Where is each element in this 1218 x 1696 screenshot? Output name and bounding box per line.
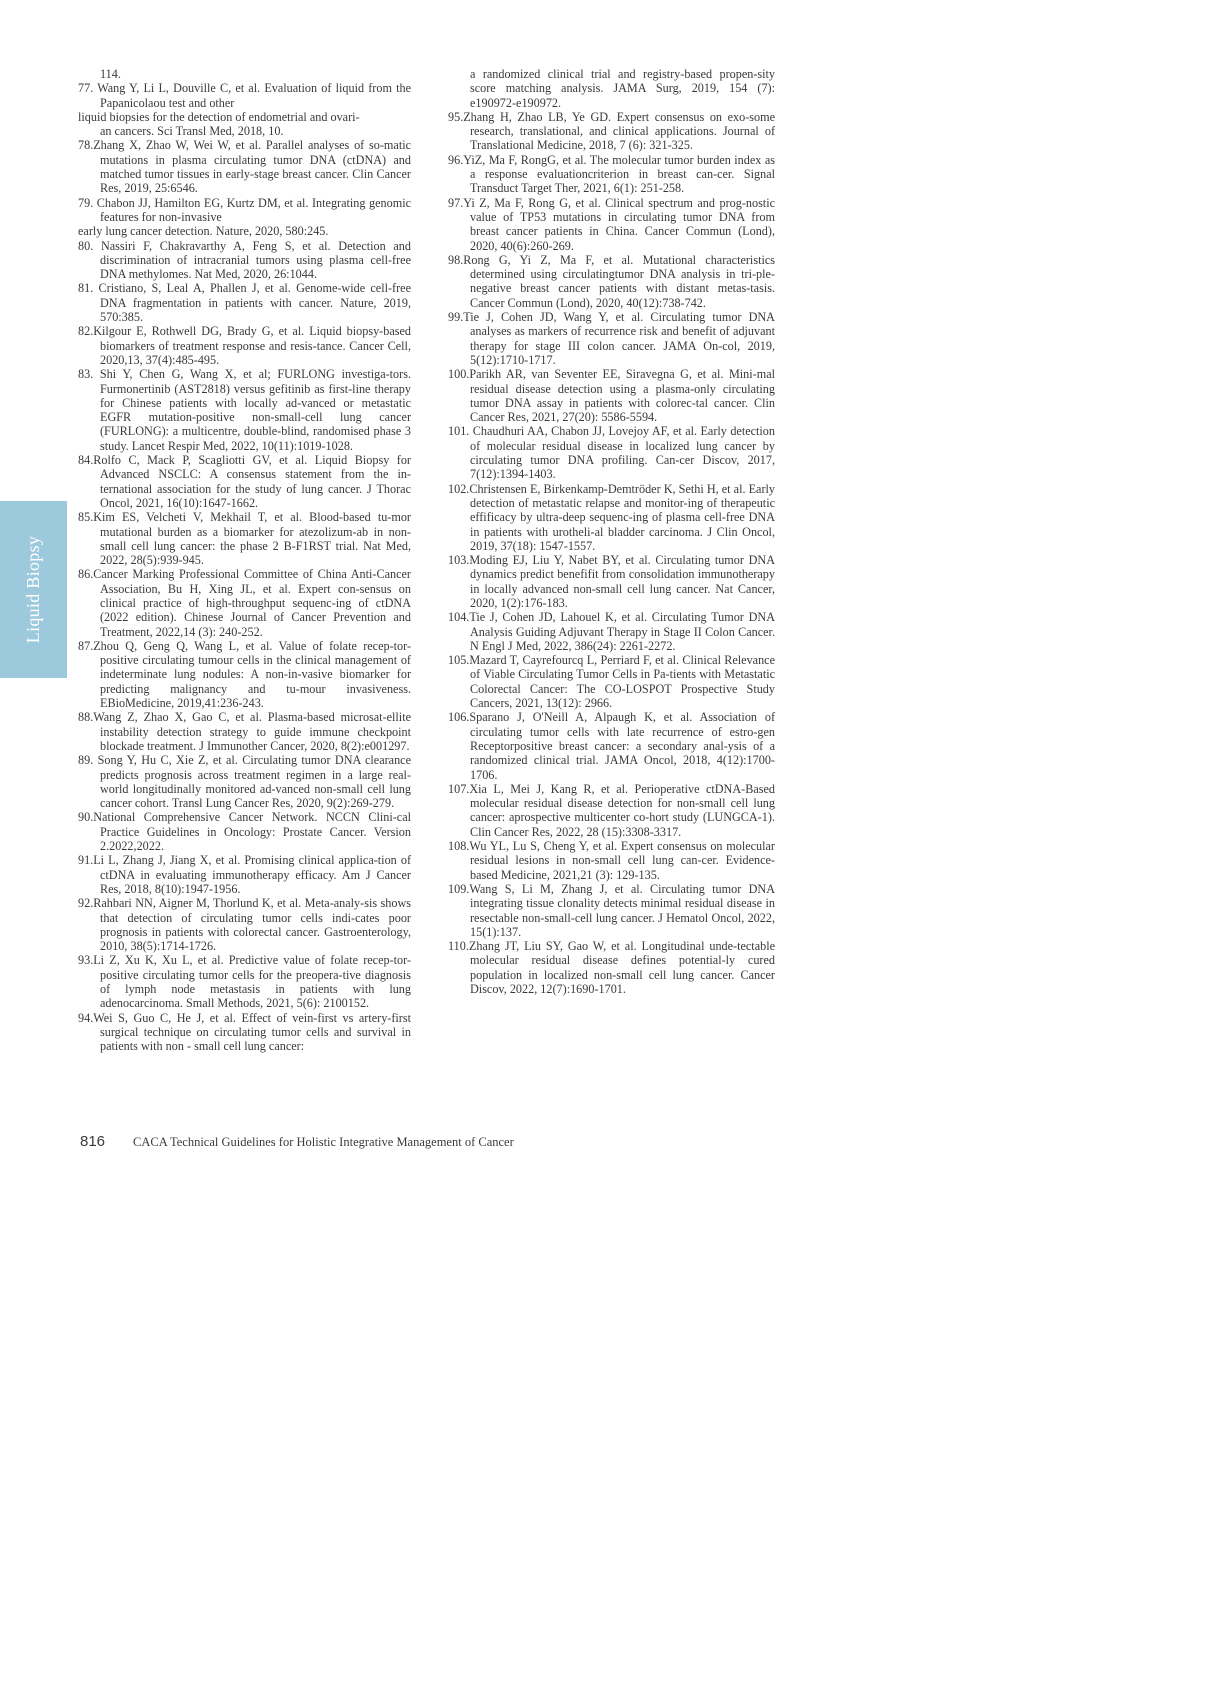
references-right-column [448,67,775,996]
reference-entry: 80. Nassiri F, Chakravarthy A, Feng S, et al. Detection and discrimination of intracranial tumors using plasma cell-free DNA methylomes. Nat Med, 2020, 26:1044. [78,238,411,282]
reference-entry: 108.Wu YL, Lu S, Cheng Y, et al. Expert consensus on molecular residual lesions in non-small cell lung can-cer. Evidence-based Medicine, 2021,21 (3): 129-135. [448,839,775,882]
reference-entry: 85.Kim ES, Velcheti V, Mekhail T, et al. Blood-based tu-mor mutational burden as a biomarker for atezolizum-ab in non-small cell lung cancer: the phase 2 B-F1RST trial. Nat Med, 2022, 28(5):939-945. [78,510,411,568]
section-side-tab-label: Liquid Biopsy [23,535,44,644]
reference-entry: 79. Chabon JJ, Hamilton EG, Kurtz DM, et al. Integrating genomic features for non-invasive [78,195,411,224]
reference-entry: 78.Zhang X, Zhao W, Wei W, et al. Parallel analyses of so-matic mutations in plasma circulating tumor DNA (ctDNA) and matched tumor tissues in early-stage breast cancer. Clin Cancer Res, 2019, 25:6546. [78,138,411,196]
reference-entry: 106.Sparano J, O'Neill A, Alpaugh K, et al. Association of circulating tumor cells with late recurrence of estro-gen Receptorpositive breast cancer: a secondary anal-ysis of a randomized clinical trial. JAMA Oncol, 2018, 4(12):1700-1706. [448,710,775,782]
reference-entry: 81. Cristiano, S, Leal A, Phallen J, et al. Genome-wide cell-free DNA fragmentation in patients with cancer. Nature, 2019, 570:385. [78,281,411,325]
reference-entry: 82.Kilgour E, Rothwell DG, Brady G, et al. Liquid biopsy-based biomarkers of treatment response and resis-tance. Cancer Cell, 2020,13, 37(4):485-495. [78,324,411,367]
reference-entry: 109.Wang S, Li M, Zhang J, et al. Circulating tumor DNA integrating tissue clonality detects minimal residual disease in resectable non-small-cell lung cancer. J Hematol Oncol, 2022, 15(1):137. [448,881,775,939]
reference-entry: 104.Tie J, Cohen JD, Lahouel K, et al. Circulating Tumor DNA Analysis Guiding Adjuvant Therapy in Stage II Colon Cancer. N Engl J Med, 2022, 386(24): 2261-2272. [448,610,775,653]
reference-entry: 110.Zhang JT, Liu SY, Gao W, et al. Longitudinal unde-tectable molecular residual disease defines potential-ly cured population in localized non-small cell lung cancer. Cancer Discov, 2022, 12(7):1690-1701. [448,939,775,996]
reference-entry: 83. Shi Y, Chen G, Wang X, et al; FURLONG investiga-tors. Furmonertinib (AST2818) versus gefitinib as first-line therapy for Chinese patients with locally ad-vanced or metastatic EGFR mutation-positive non-small-cell lung cancer (FURLONG): a multicentre, double-blind, randomised phase 3 study. Lancet Respir Med, 2022, 10(11):1019-1028. [78,367,411,453]
reference-entry: 103.Moding EJ, Liu Y, Nabet BY, et al. Circulating tumor DNA dynamics predict benefifit from consolidation immunotherapy in locally advanced non-small cell lung cancer. Nat Cancer, 2020, 1(2):176-183. [448,553,775,610]
reference-entry: liquid biopsies for the detection of endometrial and ovari- [78,109,360,124]
journal-title: CACA Technical Guidelines for Holistic Integrative Management of Cancer [133,1135,514,1149]
page-number: 816 [80,1133,106,1150]
reference-entry: 102.Christensen E, Birkenkamp-Demtröder K, Sethi H, et al. Early detection of metastatic relapse and monitor-ing of therapeutic effificacy by ultra-deep sequenc-ing of plasma cell-free DNA in patients with urotheli-al bladder carcinoma. J Clin Oncol, 2019, 37(18): 1547-1557. [448,481,775,553]
reference-entry: 77. Wang Y, Li L, Douville C, et al. Evaluation of liquid from the Papanicolaou test and other [78,81,411,110]
reference-entry: early lung cancer detection. Nature, 2020, 580:245. [78,224,329,239]
reference-entry: 96.YiZ, Ma F, RongG, et al. The molecular tumor burden index as a response evaluationcriterion in breast can-cer. Signal Transduct Target Ther, 2021, 6(1): 251-258. [448,152,775,196]
reference-entry: 95.Zhang H, Zhao LB, Ye GD. Expert consensus on exo-some research, translational, and clinical applications. Journal of Translational Medicine, 2018, 7 (6): 321-325. [448,109,775,153]
reference-entry: 98.Rong G, Yi Z, Ma F, et al. Mutational characteristics determined using circulatingtumor DNA analysis in tri-ple-negative breast cancer patients with distant metas-tasis. Cancer Commun (Lond), 2020, 40(12):738-742. [448,252,775,310]
reference-entry: 101. Chaudhuri AA, Chabon JJ, Lovejoy AF, et al. Early detection of molecular residual disease in localized lung cancer by circulating tumor DNA profiling. Can-cer Discov, 2017, 7(12):1394-1403. [448,424,775,482]
reference-entry: 91.Li L, Zhang J, Jiang X, et al. Promising clinical applica-tion of ctDNA in evaluating immunotherapy efficacy. Am J Cancer Res, 2018, 8(10):1947-1956. [78,853,411,896]
reference-entry: 93.Li Z, Xu K, Xu L, et al. Predictive value of folate recep-tor-positive circulating tumor cells for the preopera-tive diagnosis of lymph node metastasis in patients with lung adenocarcinoma. Small Methods, 2021, 5(6): 2100152. [78,953,411,1011]
reference-entry: 84.Rolfo C, Mack P, Scagliotti GV, et al. Liquid Biopsy for Advanced NSCLC: A consensus statement from the in-ternational association for the study of lung cancer. J Thorac Oncol, 2021, 16(10):1647-1662. [78,453,411,510]
reference-entry: 105.Mazard T, Cayrefourcq L, Perriard F, et al. Clinical Relevance of Viable Circulating Tumor Cells in Pa-tients with Metastatic Colorectal Cancer: The CO-LOSPOT Prospective Study Cancers, 2021, 13(12): 2966. [448,653,775,711]
reference-entry: 99.Tie J, Cohen JD, Wang Y, et al. Circulating tumor DNA analyses as markers of recurrence risk and benefit of adjuvant therapy for stage III colon cancer. JAMA On-col, 2019, 5(12):1710-1717. [448,310,775,367]
reference-entry: 100.Parikh AR, van Seventer EE, Siravegna G, et al. Mini-mal residual disease detection using a plasma-only circulating tumor DNA assay in patients with colorec-tal cancer. Clin Cancer Res, 2021, 27(20): 5586-5594. [448,367,775,425]
reference-entry: 94.Wei S, Guo C, He J, et al. Effect of vein-first vs artery-first surgical technique on circulating tumor cells and survival in patients with non - small cell lung cancer: [78,1010,411,1054]
page-footer [80,1133,514,1150]
reference-entry: 87.Zhou Q, Geng Q, Wang L, et al. Value of folate recep-tor-positive circulating tumour cells in the clinical management of indeterminate lung nodules: A non-in-vasive biomarker for predicting malignancy and tu-mour invasiveness. EBioMedicine, 2019,41:236-243. [78,638,411,711]
section-side-tab [0,501,67,678]
reference-entry: a randomized clinical trial and registry-based propen-sity score matching analysis. JAMA Surg, 2019, 154 (7): e190972-e190972. [470,67,775,110]
reference-entry: 89. Song Y, Hu C, Xie Z, et al. Circulating tumor DNA clearance predicts prognosis across treatment regimen in a large real-world longitudinally monitored ad-vanced non-small cell lung cancer cohort. Transl Lung Cancer Res, 2020, 9(2):269-279. [78,753,411,811]
reference-entry: 90.National Comprehensive Cancer Network. NCCN Clini-cal Practice Guidelines in Oncology: Prostate Cancer. Version 2.2022,2022. [78,810,411,854]
reference-entry: 88.Wang Z, Zhao X, Gao C, et al. Plasma-based microsat-ellite instability detection strategy to guide immune checkpoint blockade treatment. J Immunother Cancer, 2020, 8(2):e001297. [78,710,411,753]
reference-entry: 107.Xia L, Mei J, Kang R, et al. Perioperative ctDNA-Based molecular residual disease detection for non-small cell lung cancer: aprospective multicenter co-hort study (LUNGCA-1). Clin Cancer Res, 2022, 28 (15):3308-3317. [448,781,775,839]
references-left-column [78,67,411,1053]
reference-entry: an cancers. Sci Transl Med, 2018, 10. [100,124,284,139]
reference-entry: 92.Rahbari NN, Aigner M, Thorlund K, et al. Meta-analy-sis shows that detection of circulating tumor cells indi-cates poor prognosis in patients with colorectal cancer. Gastroenterology, 2010, 38(5):1714-1726. [78,896,411,954]
reference-entry: 114. [100,67,121,81]
reference-entry: 86.Cancer Marking Professional Committee of China Anti-Cancer Association, Bu H, Xing JL, et al. Expert con-sensus on clinical practice of high-throughput sequenc-ing of ctDNA (2022 edition). Chinese Journal of Cancer Prevention and Treatment, 2022,14 (3): 240-252. [78,567,411,639]
reference-entry: 97.Yi Z, Ma F, Rong G, et al. Clinical spectrum and prog-nostic value of TP53 mutations in circulating tumor DNA from breast cancer patients in China. Cancer Commun (Lond), 2020, 40(6):260-269. [448,195,775,253]
